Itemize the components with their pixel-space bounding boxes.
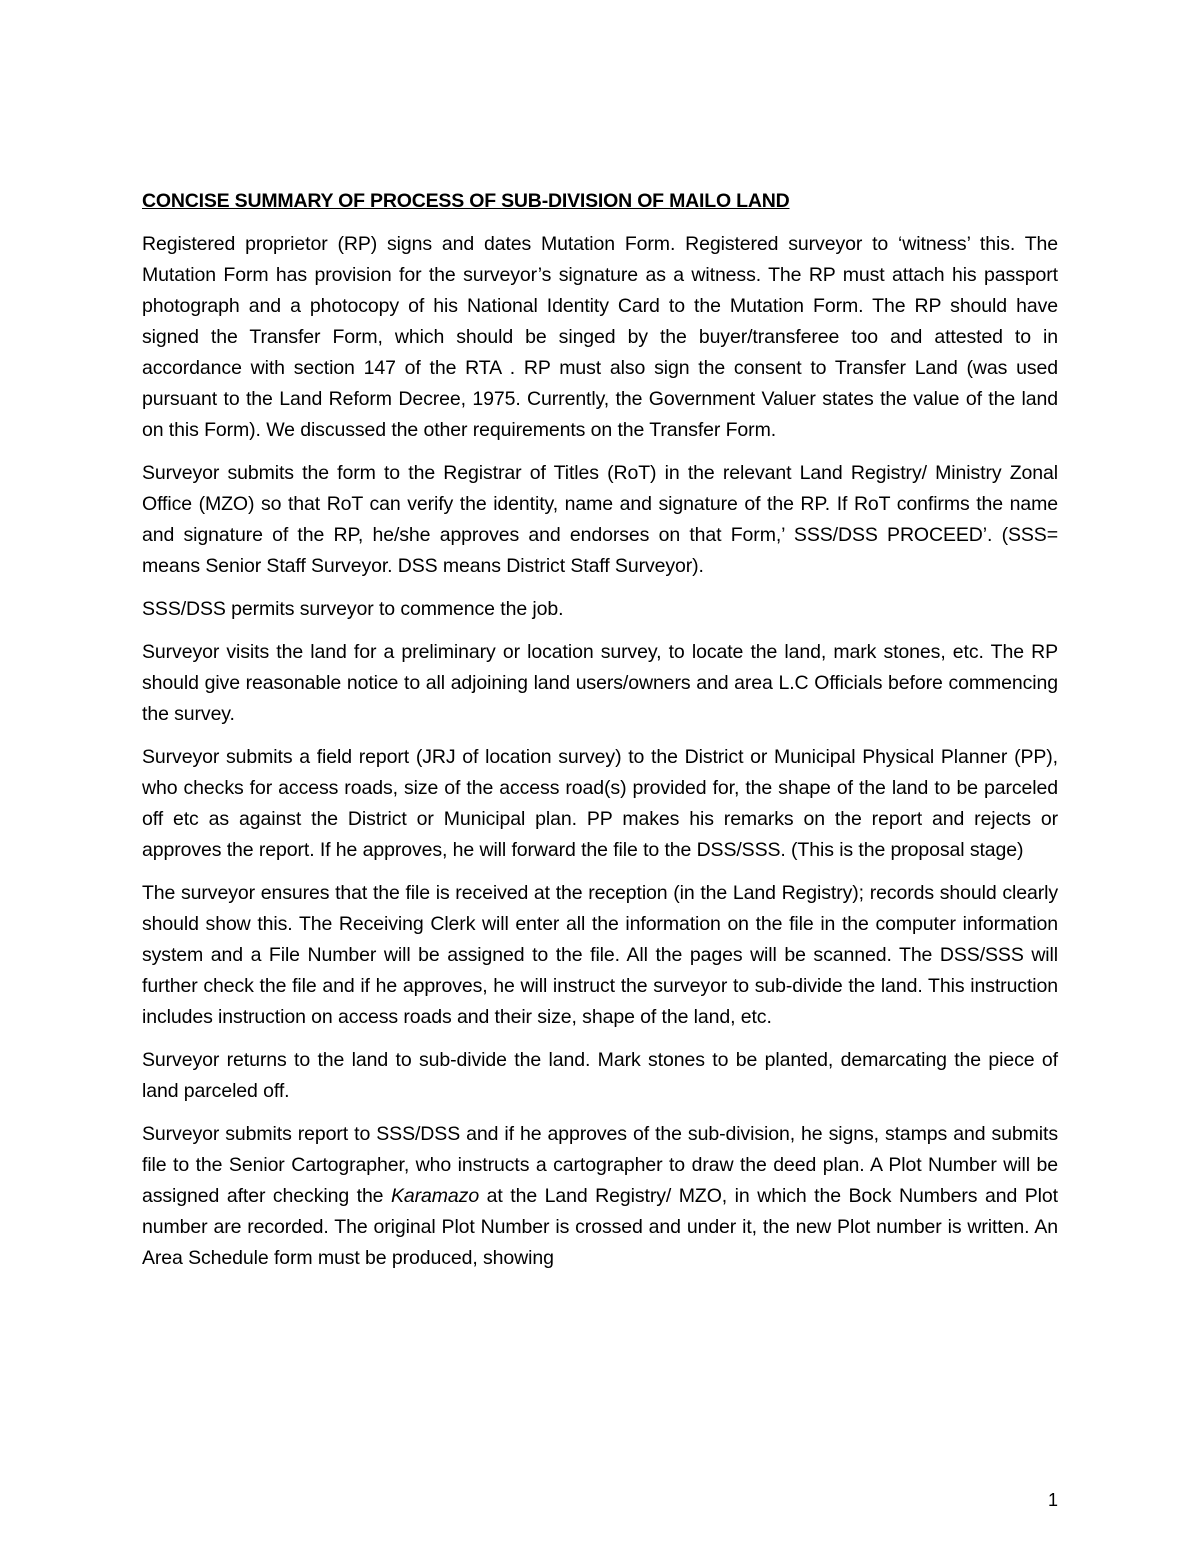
paragraph-sub-divide-land: Surveyor returns to the land to sub-divide the land. Mark stones to be planted, demarcating the piece of land parceled off. <box>142 1049 1058 1102</box>
document-title: CONCISE SUMMARY OF PROCESS OF SUB-DIVISION OF MAILO LAND <box>142 190 790 212</box>
paragraph-field-report: Surveyor submits a field report (JRJ of location survey) to the District or Municipal Physical Planner (PP), who checks for access roads, size of the access road(s) provided for, the shape of the land to be parceled off etc as against the District or Municipal plan. PP makes his remarks on the report and rejects or approves the report. If he approves, he will forward the file to the DSS/SSS. (This is the proposal stage) <box>142 746 1058 861</box>
paragraph-registrar-verification: Surveyor submits the form to the Registrar of Titles (RoT) in the relevant Land Registry/ Ministry Zonal Office (MZO) so that RoT can verify the identity, name and signature of the RP. If RoT confirms the name and signature of the RP, he/she approves and endorses on that Form,’ SSS/DSS PROCEED’. (SSS= means Senior Staff Surveyor. DSS means District Staff Surveyor). <box>142 462 1058 577</box>
paragraph-permit-commence: SSS/DSS permits surveyor to commence the job. <box>142 598 564 620</box>
paragraph-preliminary-survey: Surveyor visits the land for a preliminary or location survey, to locate the land, mark stones, etc. The RP should give reasonable notice to all adjoining land users/owners and area L.C Officials before commencing the survey. <box>142 641 1058 725</box>
paragraph-deed-plan-text-end: at the Land Registry/ MZO, in which the Bock Numbers and Plot number are recorded. The original Plot Number is crossed and under it, the new Plot number is written. An Area Schedule form must be produced, showing <box>142 1185 1058 1269</box>
paragraph-file-reception: The surveyor ensures that the file is received at the reception (in the Land Registry); records should clearly should show this. The Receiving Clerk will enter all the information on the file in the computer information system and a File Number will be assigned to the file. All the pages will be scanned. The DSS/SSS will further check the file and if he approves, he will instruct the surveyor to sub-divide the land. This instruction includes instruction on access roads and their size, shape of the land, etc. <box>142 882 1058 1028</box>
document-body <box>142 186 1058 1286</box>
page-number: 1 <box>1048 1490 1059 1510</box>
karamazo-term: Karamazo <box>391 1185 480 1207</box>
paragraph-deed-plan <box>142 1119 1058 1274</box>
paragraph-deed-plan-text-start: Surveyor submits report to SSS/DSS and if he approves of the sub-division, he signs, stamps and submits file to the Senior Cartographer, who instructs a cartographer to draw the deed plan. A Plot Number will be assigned after checking the <box>142 1123 1058 1207</box>
paragraph-mutation-form: Registered proprietor (RP) signs and dates Mutation Form. Registered surveyor to ‘witness’ this. The Mutation Form has provision for the surveyor’s signature as a witness. The RP must attach his passport photograph and a photocopy of his National Identity Card to the Mutation Form. The RP should have signed the Transfer Form, which should be singed by the buyer/transferee too and attested to in accordance with section 147 of the RTA . RP must also sign the consent to Transfer Land (was used pursuant to the Land Reform Decree, 1975. Currently, the Government Valuer states the value of the land on this Form). We discussed the other requirements on the Transfer Form. <box>142 233 1058 441</box>
